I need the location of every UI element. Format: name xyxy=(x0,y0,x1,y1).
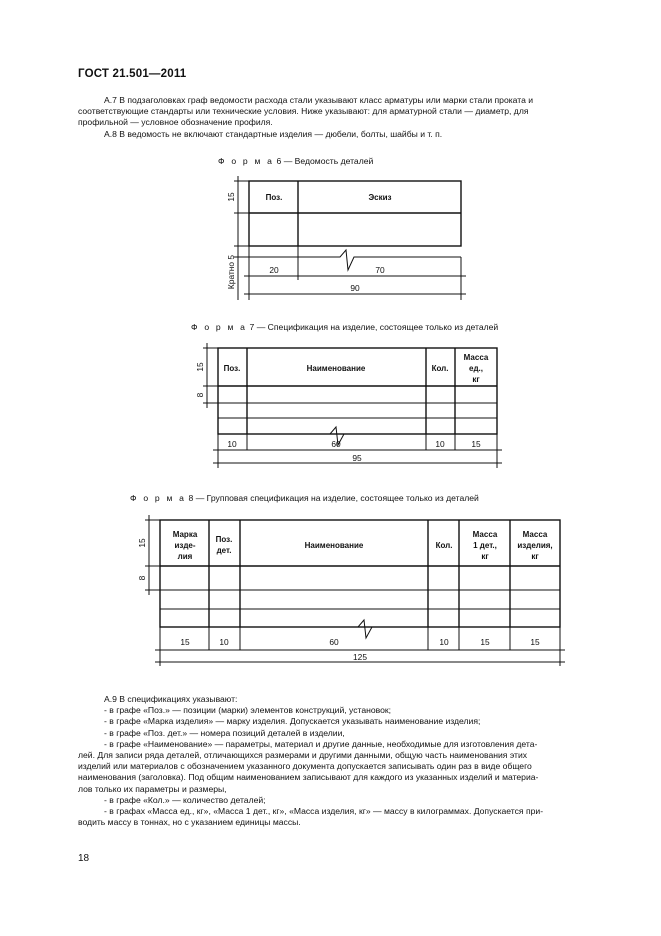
form6-dim-row-side: Кратно 5 xyxy=(226,254,236,290)
form7-header-qty: Кол. xyxy=(431,364,449,373)
form6-dim-total: 90 xyxy=(350,283,360,293)
body-line: - в графе «Кол.» — количество деталей; xyxy=(104,794,266,805)
body-line: А.9 В спецификациях указывают: xyxy=(104,694,238,704)
form7-caption-word: Ф о р м а xyxy=(191,322,248,332)
form8-dim-w3: 60 xyxy=(329,637,339,647)
form7-header-name: Наименование xyxy=(306,364,366,373)
body-line: - в графе «Наименование» — параметры, материал и другие данные, необходимые для изготовления дета- xyxy=(104,738,538,749)
form8-header-mark-1: Марка xyxy=(172,530,198,539)
intro-line: А.7 В подзаголовках граф ведомости расхода стали указывают класс арматуры или марки стали проката и xyxy=(104,95,534,105)
form7-dim-w4: 15 xyxy=(471,439,481,449)
form8-caption-rest: 8 — Групповая спецификация на изделие, состоящее только из деталей xyxy=(188,493,479,503)
form8-header-pos-1: Поз. xyxy=(215,535,233,544)
form8-dim-total: 125 xyxy=(353,652,367,662)
form7-header-mass-3: кг xyxy=(472,375,480,384)
body-line: водить массу в тоннах, но с указанием единицы массы. xyxy=(78,817,301,828)
form8-dim-w6: 15 xyxy=(530,637,540,647)
form7-dim-w2: 60 xyxy=(331,439,341,449)
body-line: - в графе «Поз.» — позиции (марки) элементов конструкций, установок; xyxy=(104,705,392,716)
form6-header-pos: Поз. xyxy=(265,193,283,202)
form7-caption-rest: 7 — Спецификация на изделие, состоящее только из деталей xyxy=(249,322,499,332)
body-line: - в графах «Масса ед., кг», «Масса 1 дет., кг», «Масса изделия, кг» — массу в килограммах. Допускается при- xyxy=(104,806,544,817)
body-line: изделий или материалов с обозначением указанного документа допускается записывать один раз в виде общего xyxy=(78,761,532,772)
form8-header-name: Наименование xyxy=(304,541,364,550)
form8-header-mass1-2: 1 дет., xyxy=(473,541,497,550)
page-number: 18 xyxy=(78,853,90,864)
body-line: - в графе «Поз. дет.» — номера позиций деталей в изделии, xyxy=(104,727,345,738)
form7-header-mass-1: Масса xyxy=(463,353,489,362)
intro-line: А.8 В ведомость не включают стандартные изделия — дюбели, болты, шайбы и т. п. xyxy=(104,128,443,139)
form8-caption-word: Ф о р м а xyxy=(130,493,187,503)
form8-dim-w4: 10 xyxy=(439,637,449,647)
form8-dim-row-h: 15 xyxy=(137,538,147,548)
form6-dim-w1: 20 xyxy=(269,265,279,275)
form8-dim-w1: 15 xyxy=(180,637,190,647)
body-text xyxy=(78,694,614,828)
form6-dim-row-h: 15 xyxy=(226,192,236,202)
form8-dim-row-small: 8 xyxy=(137,575,147,581)
body-line: лей. Для записи ряда деталей, отличающихся размерами и другими данными, общую часть наименования этих xyxy=(78,750,528,761)
form7-dim-w1: 10 xyxy=(227,439,237,449)
form7-dim-total: 95 xyxy=(352,453,362,463)
form8-header-pos-2: дет. xyxy=(216,546,232,555)
form8-header-mass1-1: Масса xyxy=(472,530,498,539)
form7-header-mass-2: ед., xyxy=(469,364,483,373)
form8-dim-w5: 15 xyxy=(480,637,490,647)
form8-header-mass2-3: кг xyxy=(531,552,539,561)
intro-line: соответствующие стандарты или технические условия. Ниже указывают: для арматурной стали — диаметр, для xyxy=(78,106,529,117)
document-header: ГОСТ 21.501—2011 xyxy=(78,68,187,80)
form7-dim-w3: 10 xyxy=(435,439,445,449)
body-line: наименования (заголовка). Под общим наименованием записывают для каждого из указанных изделий и материа- xyxy=(78,772,539,783)
form6-caption-rest: 6 — Ведомость деталей xyxy=(276,156,374,166)
form8-header-mass2-2: изделия, xyxy=(517,541,553,550)
body-line: - в графе «Марка изделия» — марку изделия. Допускается указывать наименование изделия; xyxy=(104,716,481,727)
form8-header-mark-3: лия xyxy=(177,552,193,561)
form6-caption-word: Ф о р м а xyxy=(218,156,275,166)
body-line: лов только их параметры и размеры, xyxy=(78,783,227,794)
form7-dim-row-small: 8 xyxy=(195,392,205,398)
form7-dim-row-h: 15 xyxy=(195,362,205,372)
form8-header-mass1-3: кг xyxy=(481,552,489,561)
form8-dim-w2: 10 xyxy=(219,637,229,647)
form8-header-qty: Кол. xyxy=(435,541,453,550)
form6-header-sketch: Эскиз xyxy=(368,193,392,202)
form7-header-pos: Поз. xyxy=(223,364,241,373)
form6-dim-w2: 70 xyxy=(375,265,385,275)
form8-header-mark-2: изде- xyxy=(174,541,196,550)
intro-line: профильной — условное обозначение профиля. xyxy=(78,117,273,128)
form8-header-mass2-1: Масса xyxy=(522,530,548,539)
